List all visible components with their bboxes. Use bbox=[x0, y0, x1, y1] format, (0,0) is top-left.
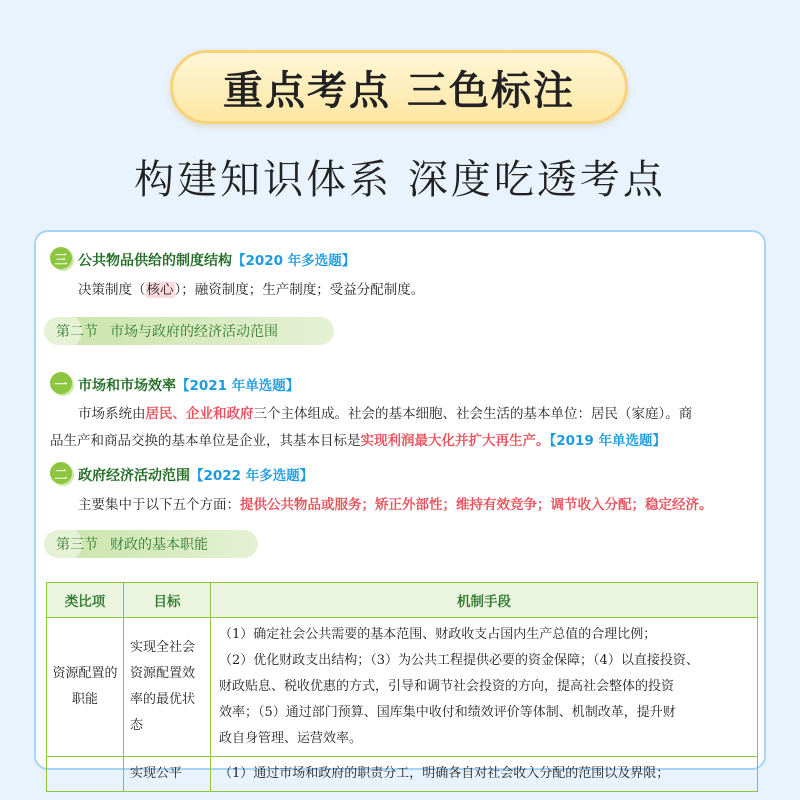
block1-title: 公共物品供给的制度结构 bbox=[78, 253, 232, 269]
block1-text-b: ）；融资制度；生产制度；受益分配制度。 bbox=[174, 282, 425, 298]
block2-l2-a: 品生产和商品交换的基本单位是企业，其基本目标是 bbox=[50, 433, 361, 449]
mech-line: （1）确定社会公共需要的基本范围、财政收支占国内生产总值的合理比例； bbox=[219, 627, 657, 642]
section-band-2 bbox=[44, 317, 334, 345]
block3-title: 政府经济活动范围 bbox=[78, 468, 190, 484]
section2-number: 第二节 bbox=[56, 324, 98, 340]
block2-title: 市场和市场效率 bbox=[78, 378, 176, 394]
block2-l1-b: 三个主体组成。社会的基本细胞、社会生活的基本单位：居民（家庭）。商 bbox=[253, 406, 693, 422]
row2-mechanism: （1）通过市场和政府的职责分工，明确各自对社会收入分配的范围以及界限； bbox=[211, 757, 758, 792]
block2-tag: 【2021 年单选题】 bbox=[176, 378, 300, 394]
block2-l2-red: 实现利润最大化并扩大再生产。 bbox=[360, 433, 550, 449]
block3-line1 bbox=[78, 493, 713, 513]
block3-heading bbox=[78, 464, 313, 485]
section-band-3 bbox=[44, 530, 258, 558]
header-item: 类比项 bbox=[47, 583, 124, 618]
block3-l1-a: 主要集中于以下五个方面： bbox=[78, 497, 240, 513]
block2-line1 bbox=[78, 402, 692, 422]
block3-l1-red: 提供公共物品或服务；矫正外部性；维持有效竞争；调节收入分配；稳定经济。 bbox=[240, 497, 713, 513]
block2-l2-tag: 【2019 年单选题】 bbox=[549, 433, 667, 449]
block3-tag: 【2022 年多选题】 bbox=[190, 468, 314, 484]
number-badge-icon: 二 bbox=[50, 462, 72, 484]
table-row bbox=[47, 618, 758, 757]
block2-heading bbox=[78, 374, 299, 395]
subtitle: 构建知识体系 深度吃透考点 bbox=[134, 157, 666, 203]
mech-line: （2）优化财政支出结构；（3）为公共工程提供必要的资金保障；（4）以直接投资、 bbox=[219, 653, 699, 668]
row2-goal: 实现公平 bbox=[124, 757, 211, 792]
block1-heading bbox=[78, 249, 355, 270]
number-badge-icon: 一 bbox=[50, 372, 72, 394]
row2-item bbox=[47, 757, 124, 792]
table-row bbox=[47, 757, 758, 792]
row1-item: 资源配置的职能 bbox=[47, 618, 124, 757]
number-badge-icon: 三 bbox=[50, 247, 72, 269]
section3-number: 第三节 bbox=[56, 537, 98, 553]
section3-title: 财政的基本职能 bbox=[110, 537, 208, 553]
block1-highlight: 核心 bbox=[146, 282, 174, 298]
header-mechanism: 机制手段 bbox=[211, 583, 758, 618]
block2-line2 bbox=[50, 429, 666, 449]
functions-table bbox=[46, 582, 758, 792]
block1-text bbox=[78, 278, 424, 298]
section2-title: 市场与政府的经济活动范围 bbox=[110, 324, 278, 340]
block1-tag: 【2020 年多选题】 bbox=[232, 253, 356, 269]
mech-line: 政自身管理、运营效率。 bbox=[219, 731, 363, 746]
title-badge: 重点考点 三色标注 bbox=[170, 50, 628, 124]
document-panel bbox=[34, 230, 766, 781]
block2-l1-a: 市场系统由 bbox=[78, 406, 146, 422]
row1-goal: 实现全社会资源配置效率的最优状态 bbox=[124, 618, 211, 757]
table-header-row bbox=[47, 583, 758, 618]
header-goal: 目标 bbox=[124, 583, 211, 618]
mech-line: 效率；（5）通过部门预算、国库集中收付和绩效评价等体制、机制改革，提升财 bbox=[219, 705, 676, 720]
block1-text-a: 决策制度（ bbox=[78, 282, 146, 298]
mech-line: 财政贴息、税收优惠的方式，引导和调节社会投资的方向，提高社会整体的投资 bbox=[219, 679, 675, 694]
row1-mechanism bbox=[211, 618, 758, 757]
block2-l1-red: 居民、企业和政府 bbox=[145, 406, 254, 422]
